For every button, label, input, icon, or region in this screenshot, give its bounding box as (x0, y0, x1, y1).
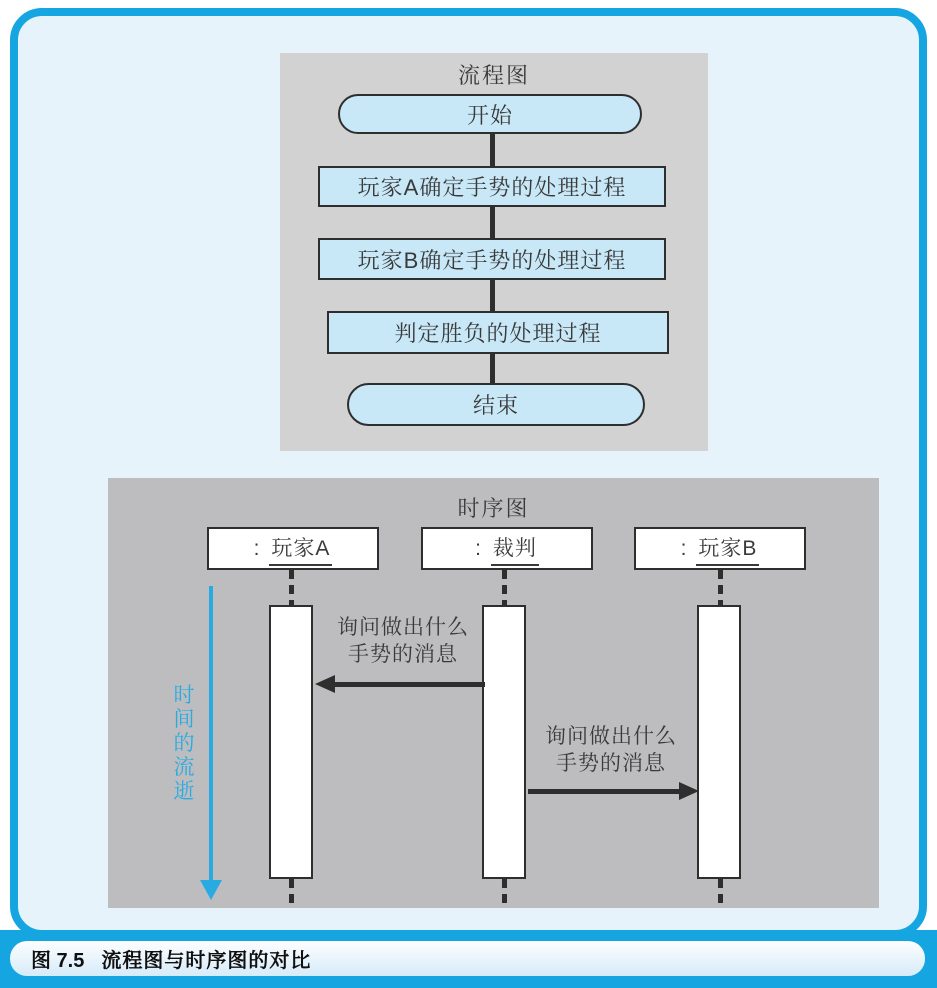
message-label-line: 询问做出什么 (337, 616, 469, 639)
lifeline-player-a (289, 570, 294, 605)
sequence-panel (108, 478, 879, 908)
figure-number: 图 7.5 (31, 950, 85, 972)
arrow-shaft (528, 789, 685, 794)
actor-box-player-a (207, 527, 379, 570)
actor-name-player-a: 玩家A (269, 532, 332, 566)
time-axis-line (209, 586, 213, 882)
message-label-to-player-b (521, 723, 701, 777)
message-arrow-to-player-b (528, 782, 699, 800)
actor-colon: : (475, 536, 481, 560)
caption-bar (0, 930, 937, 988)
actor-name-player-b: 玩家B (696, 532, 759, 566)
arrow-shaft (329, 682, 485, 687)
message-label-to-player-a (313, 614, 493, 668)
actor-box-player-b (634, 527, 806, 570)
lifeline-player-b (718, 879, 723, 905)
lifeline-player-a (289, 879, 294, 905)
message-label-line: 手势的消息 (556, 752, 666, 775)
message-label-line: 手势的消息 (348, 643, 458, 666)
actor-box-referee (421, 527, 593, 570)
lifeline-player-b (718, 570, 723, 605)
time-axis-arrowhead-icon (200, 880, 222, 900)
message-label-line: 询问做出什么 (545, 725, 677, 748)
flowchart-step-judge: 判定胜负的处理过程 (327, 311, 669, 354)
lifeline-referee (502, 570, 507, 605)
time-axis-label: 时间的流逝 (173, 684, 195, 803)
flowchart-panel (280, 53, 708, 451)
actor-colon: : (253, 536, 260, 560)
caption-strip (10, 941, 925, 976)
actor-name-referee: 裁判 (491, 532, 539, 566)
flowchart-step-player-b: 玩家B确定手势的处理过程 (318, 238, 666, 280)
message-arrow-to-player-a (315, 675, 485, 693)
figure-panel (10, 8, 927, 938)
flowchart-start-terminal: 开始 (338, 94, 642, 134)
activation-bar-player-a (269, 605, 313, 879)
sequence-title: 时序图 (457, 496, 530, 521)
flowchart-title: 流程图 (457, 63, 530, 88)
flowchart-step-player-a: 玩家A确定手势的处理过程 (318, 166, 666, 207)
figure-caption-title: 流程图与时序图的对比 (101, 950, 312, 972)
activation-bar-player-b (697, 605, 741, 879)
lifeline-referee (502, 879, 507, 905)
flowchart-end-terminal: 结束 (347, 383, 645, 426)
arrow-right-head-icon (679, 782, 699, 800)
actor-colon: : (680, 536, 687, 560)
arrow-left-head-icon (315, 675, 335, 693)
